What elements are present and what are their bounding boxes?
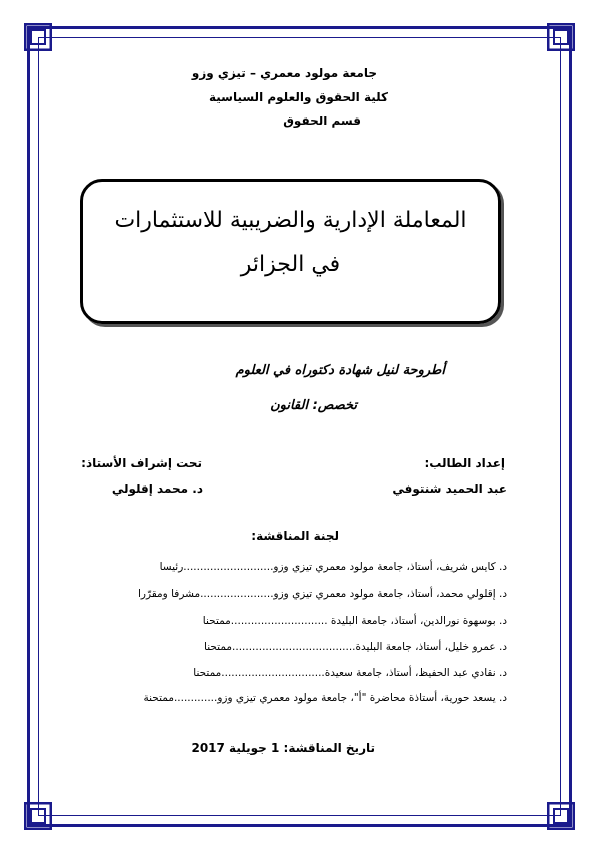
department-name: قسم الحقوق bbox=[283, 114, 361, 128]
student-name: عبد الحميد شنتوفي bbox=[392, 482, 507, 496]
prepared-by-label: إعداد الطالب: bbox=[424, 456, 505, 470]
committee-member: د. يسعد حورية، أستاذة محاضرة "أ"، جامعة مولود معمري تيزي وزو.............ممتحنة bbox=[143, 692, 507, 704]
thesis-specialty: تخصص: القانون bbox=[270, 398, 357, 413]
thesis-title-line-2: في الجزائر bbox=[240, 252, 341, 277]
committee-member: د. بوسهوة نورالدين، أستاذ، جامعة البليدة .............................ممتحنا bbox=[202, 615, 507, 627]
committee-member: د. عمرو خليل، أستاذ، جامعة البليدة.....................................ممتحنا bbox=[204, 641, 507, 653]
committee-title: لجنة المناقشة: bbox=[251, 529, 339, 543]
corner-ornament-top-right bbox=[547, 23, 575, 51]
faculty-name: كلية الحقوق والعلوم السياسية bbox=[208, 90, 388, 104]
defense-date: تاريخ المناقشة: 1 جويلية 2017 bbox=[191, 741, 375, 755]
supervisor-name: د. محمد إقلولي bbox=[111, 482, 203, 496]
committee-member: د. نقادي عبد الحفيظ، أستاذ، جامعة سعيدة...............................ممتحنا bbox=[193, 667, 507, 679]
corner-ornament-top-left bbox=[24, 23, 52, 51]
supervisor-label: تحت إشراف الأستاذ: bbox=[81, 456, 202, 470]
corner-ornament-bottom-left bbox=[24, 802, 52, 830]
thesis-description: أطروحة لنيل شهادة دكتوراه في العلوم bbox=[235, 363, 445, 378]
committee-member: د. كايس شريف، أستاذ، جامعة مولود معمري تيزي وزو...........................رئيسا bbox=[159, 561, 507, 573]
thesis-title-line-1: المعاملة الإدارية والضريبية للاستثمارات bbox=[114, 208, 467, 233]
corner-ornament-bottom-right bbox=[547, 802, 575, 830]
committee-member: د. إقلولي محمد، أستاذ، جامعة مولود معمري تيزي وزو......................مشرفا ومقرّرا bbox=[137, 588, 507, 600]
university-name: جامعة مولود معمري – تيزي وزو bbox=[191, 66, 377, 80]
